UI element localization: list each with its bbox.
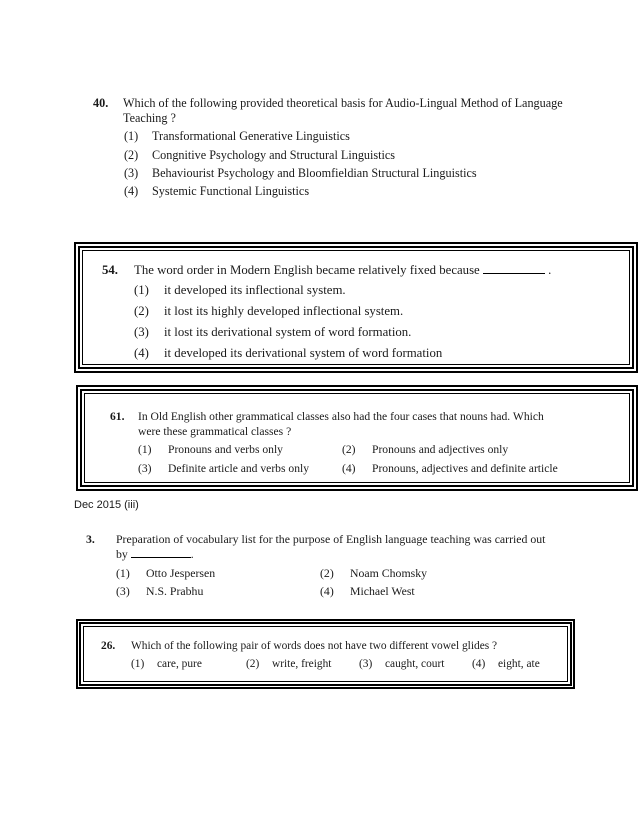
question-number: 26. — [101, 640, 116, 652]
option-label: (3) — [359, 658, 373, 670]
stem-end-punct: . — [190, 547, 194, 561]
option-label: (4) — [342, 462, 356, 475]
option-3 — [124, 165, 477, 181]
inner-border — [83, 626, 568, 682]
option-label: (3) — [116, 584, 130, 598]
question-stem-line-1: Which of the following provided theoretical basis for Audio-Lingual Method of Language — [123, 96, 563, 110]
question-number: 54. — [102, 263, 118, 277]
option-text: caught, court — [385, 658, 445, 670]
option-4 — [472, 656, 540, 672]
option-text: care, pure — [157, 658, 202, 670]
option-3 — [359, 656, 444, 672]
option-label: (2) — [124, 148, 139, 162]
stem-end-punct: . — [548, 263, 552, 277]
option-text: it developed its derivational system of word formation — [164, 346, 443, 360]
option-text: it developed its inflectional system. — [164, 283, 346, 297]
option-label: (1) — [124, 129, 139, 143]
question-stem — [134, 262, 551, 278]
option-text: it lost its derivational system of word formation. — [164, 325, 412, 339]
question-stem-text: The word order in Modern English became relatively fixed because — [134, 263, 480, 277]
option-text: N.S. Prabhu — [146, 584, 204, 598]
option-text: eight, ate — [498, 658, 540, 670]
option-1 — [116, 565, 215, 581]
option-label: (3) — [124, 166, 139, 180]
question-61-box — [76, 385, 638, 491]
option-4 — [342, 461, 558, 477]
question-stem-line-2: were these grammatical classes ? — [138, 425, 292, 438]
question-54-box — [74, 242, 638, 373]
option-text: Pronouns and verbs only — [168, 443, 283, 456]
option-2 — [134, 303, 403, 319]
option-1 — [124, 128, 350, 144]
option-2 — [246, 656, 331, 672]
option-1 — [138, 442, 283, 458]
option-3 — [134, 324, 411, 340]
option-label: (4) — [124, 184, 139, 198]
option-text: it lost its highly developed inflectional system. — [164, 304, 404, 318]
option-label: (2) — [134, 304, 149, 318]
answer-blank — [131, 557, 191, 558]
question-number: 3. — [86, 532, 95, 546]
option-text: Behaviourist Psychology and Bloomfieldian Structural Linguistics — [152, 166, 477, 180]
question-stem-line-1: Preparation of vocabulary list for the purpose of English language teaching was carried out — [116, 532, 546, 546]
option-text: Noam Chomsky — [350, 566, 428, 580]
option-label: (4) — [134, 346, 149, 360]
question-stem: Which of the following pair of words does not have two different vowel glides ? — [131, 640, 498, 652]
option-label: (3) — [138, 462, 152, 475]
option-text: Transformational Generative Linguistics — [152, 129, 350, 143]
option-4 — [124, 183, 309, 199]
answer-blank — [483, 273, 545, 274]
option-2 — [342, 442, 508, 458]
question-stem-line-2 — [116, 546, 194, 562]
option-label: (2) — [342, 443, 356, 456]
option-text: Systemic Functional Linguistics — [152, 184, 310, 198]
option-label: (2) — [320, 566, 334, 580]
question-stem-line-1: In Old English other grammatical classes also had the four cases that nouns had. Which — [138, 410, 544, 423]
option-2 — [320, 565, 427, 581]
question-number: 40. — [93, 96, 109, 110]
option-label: (1) — [116, 566, 130, 580]
option-3 — [138, 461, 309, 477]
option-label: (4) — [472, 658, 486, 670]
option-3 — [116, 583, 203, 599]
option-label: (1) — [138, 443, 152, 456]
option-text: Michael West — [350, 584, 415, 598]
option-4 — [134, 345, 442, 361]
option-text: Otto Jespersen — [146, 566, 216, 580]
question-stem-line-2: Teaching ? — [123, 111, 176, 125]
option-label: (3) — [134, 325, 149, 339]
option-label: (4) — [320, 584, 334, 598]
option-1 — [134, 282, 346, 298]
option-label: (1) — [131, 658, 145, 670]
option-4 — [320, 583, 415, 599]
option-label: (1) — [134, 283, 149, 297]
question-26-box — [76, 619, 575, 689]
section-label: Dec 2015 (iii) — [74, 499, 139, 511]
option-text: Pronouns, adjectives and definite article — [372, 462, 558, 475]
option-text: Definite article and verbs only — [168, 462, 310, 475]
option-1 — [131, 656, 202, 672]
option-label: (2) — [246, 658, 260, 670]
option-text: Pronouns and adjectives only — [372, 443, 509, 456]
option-text: Congnitive Psychology and Structural Linguistics — [152, 148, 396, 162]
stem-prefix: by — [116, 547, 128, 561]
option-text: write, freight — [272, 658, 332, 670]
question-number: 61. — [110, 410, 125, 423]
option-2 — [124, 147, 395, 163]
